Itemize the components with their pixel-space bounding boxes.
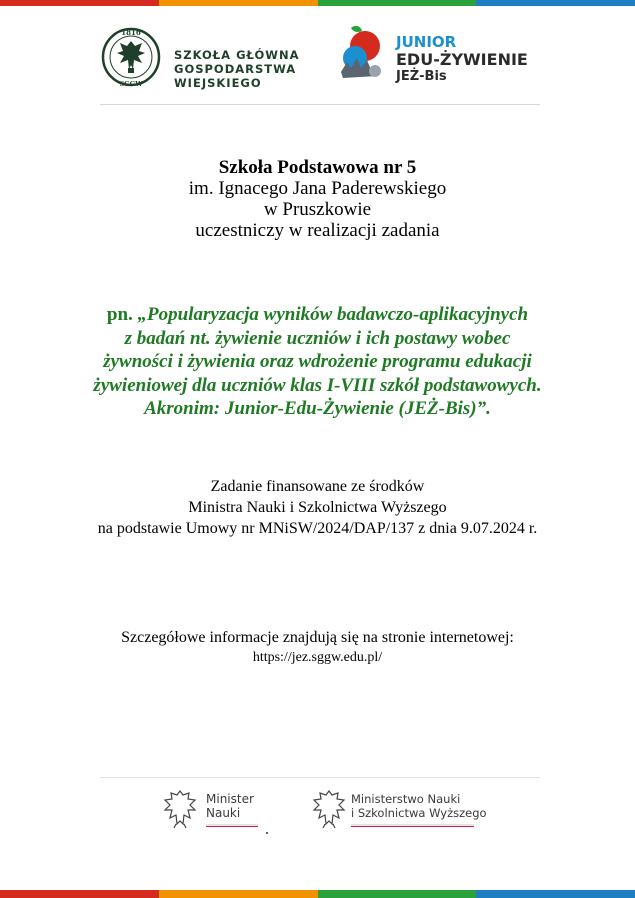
sggw-name [174, 48, 299, 90]
school-name: Szkoła Podstawowa nr 5 [218, 157, 417, 178]
jez-apple-hedgehog-logo [333, 22, 393, 82]
project-line-4: żywieniowej dla uczniów klas I-VIII szkół podstawowych. [93, 374, 542, 396]
jez-line-bis: JEŻ-Bis [396, 69, 447, 84]
stripe-orange [159, 890, 318, 898]
website-link[interactable]: https://jez.sggw.edu.pl/ [252, 650, 383, 665]
ministry-line-1: Ministerstwo Nauki [351, 792, 461, 806]
info-text: Szczegółowe informacje znajdują się na stronie internetowej: [121, 629, 514, 646]
jez-line-junior: JUNIOR [396, 33, 457, 51]
polish-eagle-icon [311, 788, 347, 830]
jez-wordmark [396, 34, 528, 85]
stripe-red [0, 890, 159, 898]
bottom-color-stripe [0, 890, 635, 898]
minister-line-1: Minister [206, 792, 254, 806]
stripe-green [318, 890, 477, 898]
ministry-label [351, 792, 487, 820]
sggw-seal-abbr: SGGW [119, 80, 143, 88]
stripe-green [318, 0, 477, 6]
project-line-1-text: „Popularyzacja wyników badawczo-aplikacyjnych [137, 304, 529, 325]
sggw-seal-year: 1816 [121, 28, 141, 37]
minister-flag-bar [206, 824, 258, 827]
stripe-blue [476, 0, 635, 6]
jez-line-edu: EDU-ŻYWIENIE [396, 50, 528, 69]
stripe-blue [476, 890, 635, 898]
ministry-flag-bar [351, 824, 474, 827]
project-prefix: pn. [106, 304, 133, 325]
sggw-line-2: GOSPODARSTWA [174, 62, 297, 76]
stripe-red [0, 0, 159, 6]
sggw-line-3: WIEJSKIEGO [174, 76, 262, 90]
funding-line-1: Zadanie finansowane ze środków [210, 478, 425, 495]
footer-dot [266, 832, 268, 834]
school-block [0, 157, 635, 241]
ministry-line-2: i Szkolnictwa Wyższego [351, 806, 487, 820]
minister-label [206, 792, 254, 820]
school-participation: uczestniczy w realizacji zadania [195, 220, 440, 241]
polish-eagle-icon [162, 788, 198, 830]
header-divider [100, 104, 540, 105]
project-line-1 [60, 303, 575, 327]
funding-line-2: Ministra Nauki i Szkolnictwa Wyższego [188, 499, 447, 516]
school-city: w Pruszkowie [263, 199, 372, 220]
project-title [60, 303, 575, 421]
sggw-seal-logo [100, 24, 162, 90]
school-patron: im. Ignacego Jana Paderewskiego [188, 178, 447, 199]
header-logos [100, 20, 540, 104]
info-block [0, 628, 635, 668]
minister-line-2: Nauki [206, 806, 241, 820]
footer-divider [100, 777, 540, 778]
sggw-line-1: SZKOŁA GŁÓWNA [174, 48, 300, 62]
funding-block [0, 476, 635, 539]
project-line-3: żywności i żywienia oraz wdrożenie programu edukacji [103, 351, 532, 372]
stripe-orange [159, 0, 318, 6]
top-color-stripe [0, 0, 635, 6]
footer-logos [0, 786, 635, 836]
project-line-5: Akronim: Junior-Edu-Żywienie (JEŻ-Bis)”. [144, 398, 491, 419]
funding-line-3: na podstawie Umowy nr MNiSW/2024/DAP/137 z dnia 9.07.2024 r. [97, 520, 538, 537]
project-line-2: z badań nt. żywienie uczniów i ich postawy wobec [124, 327, 511, 349]
